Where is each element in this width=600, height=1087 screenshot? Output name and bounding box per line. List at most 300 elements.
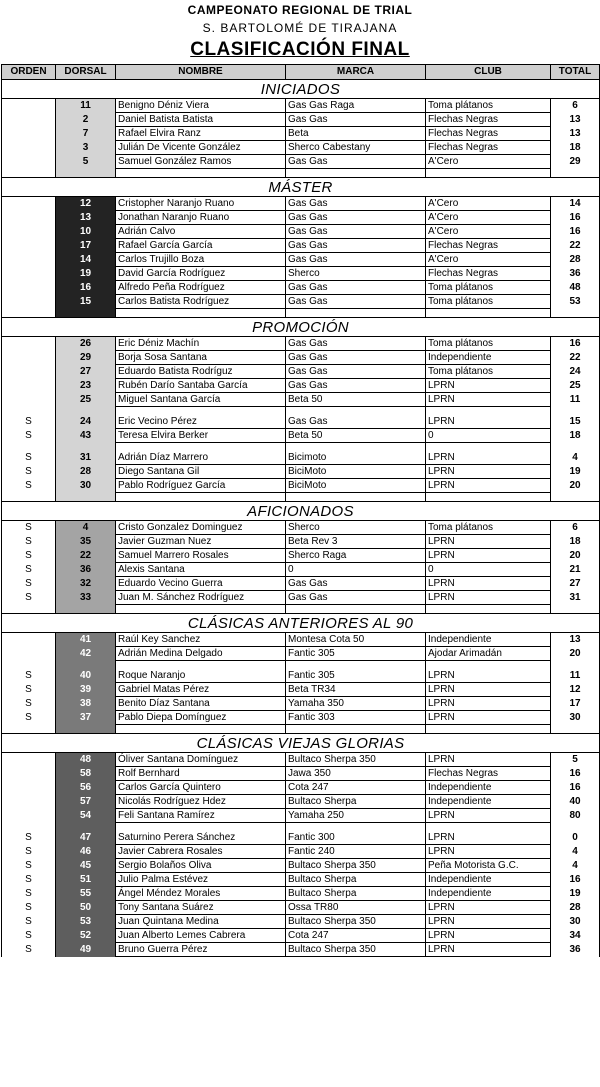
nombre-cell: Diego Santana Gil (116, 465, 286, 479)
nombre-cell: Eduardo Vecino Guerra (116, 577, 286, 591)
nombre-cell: Benigno Déniz Viera (116, 99, 286, 113)
total-cell: 16 (551, 337, 600, 351)
dorsal-cell: 49 (56, 943, 116, 957)
club-cell: LPRN (426, 929, 551, 943)
spacer-cell (551, 823, 600, 832)
club-cell: Ajodar Arimadán (426, 647, 551, 661)
orden-cell: S (2, 887, 56, 901)
table-row (2, 915, 600, 929)
nombre-cell: Cristo Gonzalez Dominguez (116, 521, 286, 535)
table-row (2, 647, 600, 661)
club-cell: Flechas Negras (426, 239, 551, 253)
dorsal-cell: 58 (56, 767, 116, 781)
spacer-cell (426, 661, 551, 670)
club-cell: Independiente (426, 351, 551, 365)
total-cell: 19 (551, 465, 600, 479)
table-row (2, 113, 600, 127)
column-header-dorsal: DORSAL (56, 65, 116, 80)
spacer-cell (2, 407, 56, 416)
club-cell: Independiente (426, 633, 551, 647)
spacer-cell (426, 725, 551, 734)
category-title: INICIADOS (2, 80, 600, 99)
dorsal-cell: 42 (56, 647, 116, 661)
orden-cell (2, 127, 56, 141)
nombre-cell: Javier Cabrera Rosales (116, 845, 286, 859)
spacer-cell (286, 407, 426, 416)
spacer-cell (116, 605, 286, 614)
marca-cell: Ossa TR80 (286, 901, 426, 915)
dorsal-cell: 48 (56, 753, 116, 767)
spacer-row (2, 169, 600, 178)
total-cell: 11 (551, 669, 600, 683)
total-cell: 20 (551, 647, 600, 661)
nombre-cell: Juan M. Sánchez Rodríguez (116, 591, 286, 605)
marca-cell: 0 (286, 563, 426, 577)
table-row (2, 577, 600, 591)
marca-cell: Beta Rev 3 (286, 535, 426, 549)
nombre-cell: Eric Déniz Machín (116, 337, 286, 351)
dorsal-cell: 50 (56, 901, 116, 915)
total-cell: 16 (551, 873, 600, 887)
marca-cell: Gas Gas (286, 211, 426, 225)
dorsal-cell: 35 (56, 535, 116, 549)
total-cell: 16 (551, 211, 600, 225)
table-header-row (2, 65, 600, 80)
club-cell: LPRN (426, 901, 551, 915)
spacer-cell (2, 605, 56, 614)
spacer-cell (116, 661, 286, 670)
table-row (2, 295, 600, 309)
orden-cell: S (2, 451, 56, 465)
spacer-cell (56, 605, 116, 614)
nombre-cell: Rafael Elvira Ranz (116, 127, 286, 141)
marca-cell: Gas Gas (286, 281, 426, 295)
category-header-row (2, 734, 600, 753)
spacer-cell (56, 725, 116, 734)
marca-cell: Gas Gas (286, 295, 426, 309)
spacer-row (2, 661, 600, 670)
orden-cell (2, 337, 56, 351)
marca-cell: Beta TR34 (286, 683, 426, 697)
total-cell: 19 (551, 887, 600, 901)
marca-cell: Fantic 305 (286, 669, 426, 683)
club-cell: Toma plátanos (426, 99, 551, 113)
orden-cell: S (2, 901, 56, 915)
dorsal-cell: 32 (56, 577, 116, 591)
dorsal-cell: 28 (56, 465, 116, 479)
dorsal-cell: 47 (56, 831, 116, 845)
dorsal-cell: 29 (56, 351, 116, 365)
orden-cell (2, 351, 56, 365)
orden-cell (2, 99, 56, 113)
total-cell: 6 (551, 521, 600, 535)
spacer-cell (551, 605, 600, 614)
club-cell: Independiente (426, 795, 551, 809)
club-cell: LPRN (426, 831, 551, 845)
marca-cell: Beta (286, 127, 426, 141)
table-row (2, 873, 600, 887)
spacer-cell (426, 407, 551, 416)
results-body (2, 80, 600, 957)
table-row (2, 591, 600, 605)
orden-cell (2, 155, 56, 169)
dorsal-cell: 57 (56, 795, 116, 809)
club-cell: A'Cero (426, 155, 551, 169)
total-cell: 17 (551, 697, 600, 711)
spacer-row (2, 407, 600, 416)
dorsal-cell: 26 (56, 337, 116, 351)
orden-cell (2, 809, 56, 823)
orden-cell: S (2, 415, 56, 429)
marca-cell: Gas Gas (286, 155, 426, 169)
marca-cell: Sherco (286, 267, 426, 281)
dorsal-cell: 52 (56, 929, 116, 943)
orden-cell (2, 753, 56, 767)
spacer-cell (551, 443, 600, 452)
club-cell: LPRN (426, 549, 551, 563)
orden-cell (2, 379, 56, 393)
total-cell: 27 (551, 577, 600, 591)
spacer-cell (286, 169, 426, 178)
table-row (2, 795, 600, 809)
page-title: CLASIFICACIÓN FINAL (190, 39, 410, 60)
spacer-cell (551, 309, 600, 318)
club-cell: LPRN (426, 683, 551, 697)
table-row (2, 479, 600, 493)
club-cell: Independiente (426, 887, 551, 901)
table-row (2, 711, 600, 725)
total-cell: 48 (551, 281, 600, 295)
club-cell: LPRN (426, 393, 551, 407)
nombre-cell: Pablo Rodríguez García (116, 479, 286, 493)
total-cell: 53 (551, 295, 600, 309)
spacer-row (2, 725, 600, 734)
total-cell: 15 (551, 415, 600, 429)
marca-cell: Gas Gas (286, 197, 426, 211)
table-row (2, 267, 600, 281)
dorsal-cell: 40 (56, 669, 116, 683)
results-table (1, 64, 600, 957)
table-row (2, 859, 600, 873)
table-row (2, 239, 600, 253)
nombre-cell: Alfredo Peña Rodríguez (116, 281, 286, 295)
total-cell: 40 (551, 795, 600, 809)
nombre-cell: Samuel González Ramos (116, 155, 286, 169)
orden-cell (2, 295, 56, 309)
table-row (2, 365, 600, 379)
club-cell: LPRN (426, 535, 551, 549)
orden-cell (2, 781, 56, 795)
category-header-row (2, 614, 600, 633)
total-cell: 28 (551, 901, 600, 915)
orden-cell (2, 113, 56, 127)
table-row (2, 929, 600, 943)
dorsal-cell: 15 (56, 295, 116, 309)
nombre-cell: Samuel Marrero Rosales (116, 549, 286, 563)
nombre-cell: Carlos Trujillo Boza (116, 253, 286, 267)
orden-cell (2, 211, 56, 225)
dorsal-cell: 3 (56, 141, 116, 155)
orden-cell (2, 267, 56, 281)
spacer-cell (551, 661, 600, 670)
table-row (2, 669, 600, 683)
club-cell: LPRN (426, 451, 551, 465)
table-row (2, 211, 600, 225)
club-cell: LPRN (426, 711, 551, 725)
total-cell: 20 (551, 479, 600, 493)
total-cell: 18 (551, 429, 600, 443)
orden-cell (2, 239, 56, 253)
nombre-cell: Adrián Calvo (116, 225, 286, 239)
table-row (2, 225, 600, 239)
dorsal-cell: 46 (56, 845, 116, 859)
marca-cell: Gas Gas (286, 379, 426, 393)
marca-cell: Yamaha 250 (286, 809, 426, 823)
spacer-cell (56, 407, 116, 416)
table-row (2, 633, 600, 647)
nombre-cell: David García Rodríguez (116, 267, 286, 281)
orden-cell: S (2, 429, 56, 443)
marca-cell: Bultaco Sherpa 350 (286, 943, 426, 957)
club-cell: LPRN (426, 415, 551, 429)
club-cell: LPRN (426, 379, 551, 393)
marca-cell: BiciMoto (286, 465, 426, 479)
category-title: CLÁSICAS VIEJAS GLORIAS (2, 734, 600, 753)
marca-cell: Gas Gas (286, 591, 426, 605)
club-cell: Independiente (426, 873, 551, 887)
total-cell: 22 (551, 239, 600, 253)
total-cell: 21 (551, 563, 600, 577)
total-cell: 18 (551, 535, 600, 549)
orden-cell (2, 253, 56, 267)
dorsal-cell: 56 (56, 781, 116, 795)
orden-cell (2, 767, 56, 781)
total-cell: 5 (551, 753, 600, 767)
spacer-cell (286, 309, 426, 318)
spacer-cell (551, 725, 600, 734)
spacer-cell (551, 493, 600, 502)
marca-cell: Gas Gas (286, 415, 426, 429)
table-row (2, 753, 600, 767)
marca-cell: Fantic 305 (286, 647, 426, 661)
spacer-cell (426, 493, 551, 502)
orden-cell (2, 393, 56, 407)
table-row (2, 99, 600, 113)
club-cell: Toma plátanos (426, 281, 551, 295)
table-row (2, 781, 600, 795)
table-row (2, 831, 600, 845)
spacer-cell (426, 309, 551, 318)
dorsal-cell: 7 (56, 127, 116, 141)
dorsal-cell: 27 (56, 365, 116, 379)
spacer-row (2, 309, 600, 318)
club-cell: Toma plátanos (426, 521, 551, 535)
club-cell: Toma plátanos (426, 365, 551, 379)
marca-cell: Gas Gas (286, 113, 426, 127)
marca-cell: Gas Gas Raga (286, 99, 426, 113)
marca-cell: Sherco (286, 521, 426, 535)
orden-cell: S (2, 831, 56, 845)
club-cell: LPRN (426, 669, 551, 683)
nombre-cell: Gabriel Matas Pérez (116, 683, 286, 697)
spacer-cell (116, 407, 286, 416)
orden-cell (2, 633, 56, 647)
dorsal-cell: 38 (56, 697, 116, 711)
orden-cell: S (2, 535, 56, 549)
table-row (2, 549, 600, 563)
orden-cell: S (2, 479, 56, 493)
spacer-cell (56, 823, 116, 832)
spacer-row (2, 823, 600, 832)
club-cell: LPRN (426, 915, 551, 929)
orden-cell (2, 141, 56, 155)
orden-cell: S (2, 915, 56, 929)
club-cell: LPRN (426, 809, 551, 823)
spacer-cell (2, 169, 56, 178)
total-cell: 28 (551, 253, 600, 267)
spacer-cell (286, 493, 426, 502)
dorsal-cell: 41 (56, 633, 116, 647)
marca-cell: Bultaco Sherpa (286, 873, 426, 887)
table-row (2, 683, 600, 697)
dorsal-cell: 19 (56, 267, 116, 281)
club-cell: 0 (426, 563, 551, 577)
dorsal-cell: 23 (56, 379, 116, 393)
table-row (2, 379, 600, 393)
dorsal-cell: 11 (56, 99, 116, 113)
dorsal-cell: 17 (56, 239, 116, 253)
category-title: MÁSTER (2, 178, 600, 197)
spacer-cell (286, 605, 426, 614)
nombre-cell: Benito Díaz Santana (116, 697, 286, 711)
total-cell: 12 (551, 683, 600, 697)
table-row (2, 127, 600, 141)
nombre-cell: Bruno Guerra Pérez (116, 943, 286, 957)
table-row (2, 337, 600, 351)
dorsal-cell: 55 (56, 887, 116, 901)
spacer-cell (2, 725, 56, 734)
marca-cell: BiciMoto (286, 479, 426, 493)
total-cell: 25 (551, 379, 600, 393)
total-cell: 36 (551, 943, 600, 957)
club-cell: Independiente (426, 781, 551, 795)
total-cell: 24 (551, 365, 600, 379)
spacer-cell (426, 823, 551, 832)
dorsal-cell: 2 (56, 113, 116, 127)
marca-cell: Sherco Raga (286, 549, 426, 563)
orden-cell (2, 795, 56, 809)
table-row (2, 253, 600, 267)
nombre-cell: Rolf Bernhard (116, 767, 286, 781)
dorsal-cell: 30 (56, 479, 116, 493)
spacer-row (2, 605, 600, 614)
marca-cell: Gas Gas (286, 351, 426, 365)
dorsal-cell: 39 (56, 683, 116, 697)
club-cell: Toma plátanos (426, 295, 551, 309)
club-cell: Flechas Negras (426, 267, 551, 281)
dorsal-cell: 33 (56, 591, 116, 605)
table-row (2, 393, 600, 407)
table-row (2, 197, 600, 211)
orden-cell: S (2, 465, 56, 479)
orden-cell: S (2, 521, 56, 535)
club-cell: A'Cero (426, 253, 551, 267)
nombre-cell: Javier Guzman Nuez (116, 535, 286, 549)
total-cell: 29 (551, 155, 600, 169)
club-cell: LPRN (426, 845, 551, 859)
marca-cell: Bultaco Sherpa (286, 887, 426, 901)
nombre-cell: Julio Palma Estévez (116, 873, 286, 887)
orden-cell: S (2, 859, 56, 873)
table-row (2, 767, 600, 781)
table-row (2, 351, 600, 365)
orden-cell: S (2, 845, 56, 859)
total-cell: 16 (551, 767, 600, 781)
nombre-cell: Pablo Diepa Domínguez (116, 711, 286, 725)
spacer-cell (56, 661, 116, 670)
dorsal-cell: 54 (56, 809, 116, 823)
marca-cell: Cota 247 (286, 781, 426, 795)
spacer-cell (56, 169, 116, 178)
marca-cell: Bultaco Sherpa 350 (286, 753, 426, 767)
spacer-row (2, 493, 600, 502)
table-row (2, 809, 600, 823)
dorsal-cell: 24 (56, 415, 116, 429)
total-cell: 11 (551, 393, 600, 407)
total-cell: 30 (551, 915, 600, 929)
spacer-cell (2, 309, 56, 318)
orden-cell (2, 647, 56, 661)
table-row (2, 563, 600, 577)
marca-cell: Beta 50 (286, 429, 426, 443)
nombre-cell: Feli Santana Ramírez (116, 809, 286, 823)
total-cell: 13 (551, 127, 600, 141)
nombre-cell: Eric Vecino Pérez (116, 415, 286, 429)
nombre-cell: Raúl Key Sanchez (116, 633, 286, 647)
total-cell: 16 (551, 225, 600, 239)
total-cell: 0 (551, 831, 600, 845)
orden-cell (2, 281, 56, 295)
category-header-row (2, 178, 600, 197)
nombre-cell: Daniel Batista Batista (116, 113, 286, 127)
category-header-row (2, 80, 600, 99)
nombre-cell: Juan Quintana Medina (116, 915, 286, 929)
nombre-cell: Cristopher Naranjo Ruano (116, 197, 286, 211)
dorsal-cell: 16 (56, 281, 116, 295)
nombre-cell: Roque Naranjo (116, 669, 286, 683)
column-header-total: TOTAL (551, 65, 600, 80)
category-header-row (2, 318, 600, 337)
marca-cell: Bicimoto (286, 451, 426, 465)
total-cell: 13 (551, 633, 600, 647)
total-cell: 4 (551, 451, 600, 465)
spacer-cell (116, 169, 286, 178)
spacer-cell (116, 493, 286, 502)
nombre-cell: Jonathan Naranjo Ruano (116, 211, 286, 225)
spacer-cell (56, 309, 116, 318)
table-row (2, 415, 600, 429)
spacer-cell (551, 407, 600, 416)
club-cell: Toma plátanos (426, 337, 551, 351)
marca-cell: Fantic 300 (286, 831, 426, 845)
table-row (2, 535, 600, 549)
total-cell: 13 (551, 113, 600, 127)
club-cell: A'Cero (426, 197, 551, 211)
nombre-cell: Sergio Bolaños Oliva (116, 859, 286, 873)
club-cell: LPRN (426, 577, 551, 591)
dorsal-cell: 25 (56, 393, 116, 407)
spacer-cell (56, 493, 116, 502)
